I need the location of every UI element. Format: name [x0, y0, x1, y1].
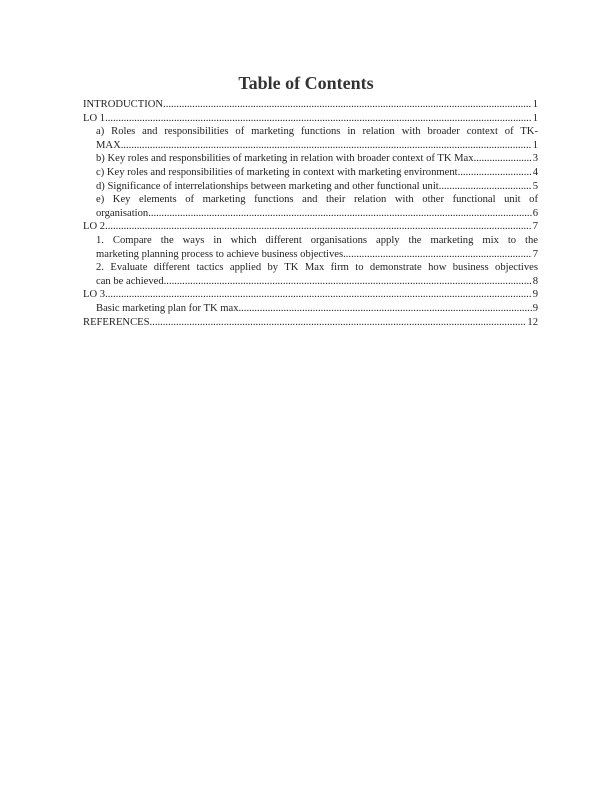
toc-page-number: 1: [532, 112, 538, 124]
toc-entry-lo2[interactable]: [83, 220, 538, 234]
leader-dots: [121, 139, 532, 153]
leader-dots: [148, 207, 532, 221]
toc-entry-label: MAX: [96, 139, 121, 151]
toc-entry-basic-marketing-plan[interactable]: [83, 302, 538, 316]
leader-dots: [439, 180, 532, 194]
toc-entry-label: LO 2: [83, 221, 106, 233]
toc-entry-label: LO 1: [83, 112, 106, 124]
toc-entry-roles-responsibilities[interactable]: [83, 125, 538, 152]
leader-dots: [163, 98, 532, 112]
toc-entry-first-line: a) Roles and responsibilities of marketing functions in relation with broader context of TK-: [96, 126, 538, 138]
toc-entry-key-roles-environment[interactable]: [83, 166, 538, 180]
page-title: Table of Contents: [238, 73, 374, 93]
toc-entry-label: Basic marketing plan for TK max: [96, 302, 239, 314]
toc-entry-label: INTRODUCTION: [83, 99, 164, 110]
toc-page-number: 9: [532, 289, 538, 301]
leader-dots: [343, 248, 532, 262]
toc-page-number: 1: [532, 99, 538, 110]
toc-entry-label: can be achieved: [96, 275, 164, 287]
toc-page-number: 4: [532, 166, 538, 178]
table-of-contents: [83, 98, 538, 329]
leader-dots: [239, 302, 532, 316]
toc-entry-label: b) Key roles and responsbilities of marketing in relation with broader context of TK Max: [96, 153, 474, 165]
toc-entry-label: REFERENCES: [83, 316, 150, 328]
toc-entry-label: marketing planning process to achieve business objectives: [96, 248, 344, 260]
toc-entry-references[interactable]: [83, 316, 538, 330]
toc-entry-lo3[interactable]: [83, 288, 538, 302]
leader-dots: [105, 220, 532, 234]
toc-entry-compare-marketing-mix[interactable]: [83, 234, 538, 261]
toc-entry-label: LO 3: [83, 289, 106, 301]
toc-entry-evaluate-tactics[interactable]: [83, 261, 538, 288]
leader-dots: [105, 112, 532, 126]
toc-entry-significance[interactable]: [83, 180, 538, 194]
toc-entry-first-line: e) Key elements of marketing functions and their relation with other functional unit of: [96, 194, 538, 206]
toc-page-number: 5: [532, 180, 538, 192]
toc-entry-key-elements[interactable]: [83, 193, 538, 220]
leader-dots: [458, 166, 532, 180]
toc-entry-lo1[interactable]: [83, 112, 538, 126]
leader-dots: [150, 316, 527, 330]
leader-dots: [105, 288, 532, 302]
toc-page-number: 9: [532, 302, 538, 314]
toc-entry-label: organisation: [96, 207, 149, 219]
toc-page-number: 8: [532, 275, 538, 287]
toc-page-number: 6: [532, 207, 538, 219]
toc-page-number: 1: [532, 139, 538, 151]
toc-page-number: 7: [532, 248, 538, 260]
toc-entry-introduction[interactable]: [83, 98, 538, 112]
toc-page-number: 7: [532, 221, 538, 233]
leader-dots: [474, 152, 532, 166]
toc-entry-label: c) Key roles and responsibilities of marketing in context with marketing environment: [96, 166, 458, 178]
toc-page-number: 3: [532, 153, 538, 165]
toc-page-number: 12: [527, 316, 538, 328]
toc-entry-first-line: 2. Evaluate different tactics applied by TK Max firm to demonstrate how business objectives: [96, 262, 538, 274]
toc-entry-label: d) Significance of interrelationships between marketing and other functional unit: [96, 180, 439, 192]
toc-entry-key-roles-broader[interactable]: [83, 152, 538, 166]
toc-entry-first-line: 1. Compare the ways in which different organisations apply the marketing mix to the: [96, 234, 538, 246]
leader-dots: [164, 275, 532, 289]
